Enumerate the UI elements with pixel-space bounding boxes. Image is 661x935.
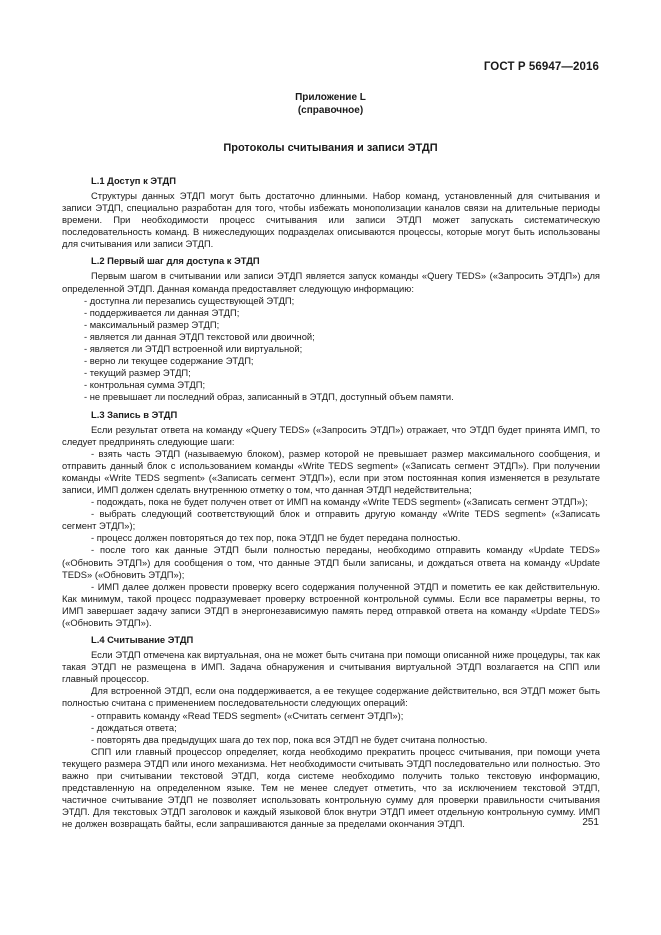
list-item: - доступна ли перезапись существующей ЭТДП; bbox=[84, 294, 295, 306]
section-heading-l4: L.4 Считывание ЭТДП bbox=[91, 634, 194, 646]
list-item: - является ли ЭТДП встроенной или виртуальной; bbox=[84, 343, 303, 355]
list-item: - выбрать следующий соответствующий блок и отправить другую команду «Write TEDS segment» («Записать сегмент ЭТДП»); bbox=[62, 508, 600, 532]
document-body bbox=[62, 170, 600, 831]
paragraph: Если ЭТДП отмечена как виртуальная, она не может быть считана при помощи описанной ниже процедуры, так как такая ЭТДП не размещена в ИМП. Задача обнаружения и считывания виртуальной ЭТДП возлагается на СПП или главный процессор. bbox=[62, 649, 600, 685]
annex-note: (справочное) bbox=[297, 104, 364, 116]
list-item: - ИМП далее должен провести проверку всего содержания полученной ЭТДП и пометить ее как действительную. Как минимум, такой процесс подразумевает проверку встроенной контрольной суммы. Если все параметры верны, то ИМП завершает задачу записи ЭТДП в энергонезависимую память перед отправкой ответа на команду «Update TEDS» («Обновить ЭТДП»). bbox=[62, 580, 600, 628]
list-item: - процесс должен повторяться до тех пор, пока ЭТДП не будет передана полностью. bbox=[91, 532, 461, 544]
list-item: - поддерживается ли данная ЭТДП; bbox=[84, 306, 240, 318]
annex-title: Протоколы считывания и записи ЭТДП bbox=[223, 142, 438, 154]
list-item: - контрольная сумма ЭТДП; bbox=[84, 379, 206, 391]
list-item: - является ли данная ЭТДП текстовой или двоичной; bbox=[84, 330, 315, 342]
section-heading-l3: L.3 Запись в ЭТДП bbox=[91, 408, 178, 420]
list-item: - текущий размер ЭТДП; bbox=[84, 367, 191, 379]
section-heading-l2: L.2 Первый шаг для доступа к ЭТДП bbox=[91, 255, 260, 267]
list-item: - максимальный размер ЭТДП; bbox=[84, 318, 220, 330]
page-number: 251 bbox=[582, 817, 599, 828]
annex-label: Приложение L bbox=[295, 92, 366, 103]
paragraph: Структуры данных ЭТДП могут быть достаточно длинными. Набор команд, установленный для считывания и записи ЭТДП, специально разработан для того, чтобы избежать монополизации каналов связи на длительные периоды времени. При необходимости процесс считывания или записи ЭТДП может запускать систематическую последовательность команд. В нижеследующих подразделах описываются процессы, которые могут быть использованы для считывания или записи ЭТДП. bbox=[62, 190, 600, 250]
list-item: - взять часть ЭТДП (называемую блоком), размер которой не превышает размер максимального сообщения, и отправить данный блок с использованием команды «Write TEDS segment» («Записать сегмент ЭТДП»). При получении команды «Write TEDS segment» («Записать сегмент ЭТДП»), если при этом постоянная копия изменяется в результате записи, ИМП должен сделать внутреннюю отметку о том, что данная ЭТДП недействительна; bbox=[62, 447, 600, 495]
standard-designation: ГОСТ Р 56947—2016 bbox=[483, 61, 599, 73]
list-item: - подождать, пока не будет получен ответ от ИМП на команду «Write TEDS segment» («Записать сегмент ЭТДП»); bbox=[91, 496, 588, 508]
paragraph: Для встроенной ЭТДП, если она поддерживается, а ее текущее содержание действительно, вся ЭТДП может быть полностью считана с применением последовательности следующих операций: bbox=[62, 685, 600, 709]
paragraph: Первым шагом в считывании или записи ЭТДП является запуск команды «Query TEDS» («Запросить ЭТДП») для определенной ЭТДП. Данная команда предоставляет следующую информацию: bbox=[62, 270, 600, 294]
list-item: - верно ли текущее содержание ЭТДП; bbox=[84, 355, 254, 367]
list-item: - дождаться ответа; bbox=[91, 721, 177, 733]
list-item: - не превышает ли последний образ, записанный в ЭТДП, доступный объем памяти. bbox=[84, 391, 454, 403]
list-item: - повторять два предыдущих шага до тех пор, пока вся ЭТДП не будет считана полностью. bbox=[91, 733, 488, 745]
list-item: - после того как данные ЭТДП были полностью переданы, необходимо отправить команду «Update TEDS» («Обновить ЭТДП») для сообщения о том, что данные ЭТДП были записаны, и дождаться ответа на команду «Update TEDS» («Обновить ЭТДП»); bbox=[62, 544, 600, 580]
paragraph: Если результат ответа на команду «Query TEDS» («Запросить ЭТДП») отражает, что ЭТДП будет принята ИМП, то следует предпринять следующие шаги: bbox=[62, 423, 600, 447]
annex-heading bbox=[0, 92, 661, 117]
list-item: - отправить команду «Read TEDS segment» («Считать сегмент ЭТДП»); bbox=[91, 709, 404, 721]
section-heading-l1: L.1 Доступ к ЭТДП bbox=[91, 175, 176, 186]
paragraph: СПП или главный процессор определяет, когда необходимо прекратить процесс считывания, при помощи учета текущего размера ЭТДП или иного механизма. Нет необходимости считывать ЭТДП последовательно или полностью. Это важно при считывании текстовой ЭТДП, когда системе необходимо получить только текстовую информацию, представленную на определенном языке. Тем не менее следует отметить, что за исключением текстовой ЭТДП, частичное считывание ЭТДП не позволяет использовать контрольную сумму для проверки правильности считывания ЭТДП. Для текстовых ЭТДП заголовок и каждый языковой блок внутри ЭТДП имеет отдельную контрольную сумму. ИМП не должен возвращать байты, если запрашиваются данные за пределами окончания ЭТДП. bbox=[62, 745, 600, 830]
